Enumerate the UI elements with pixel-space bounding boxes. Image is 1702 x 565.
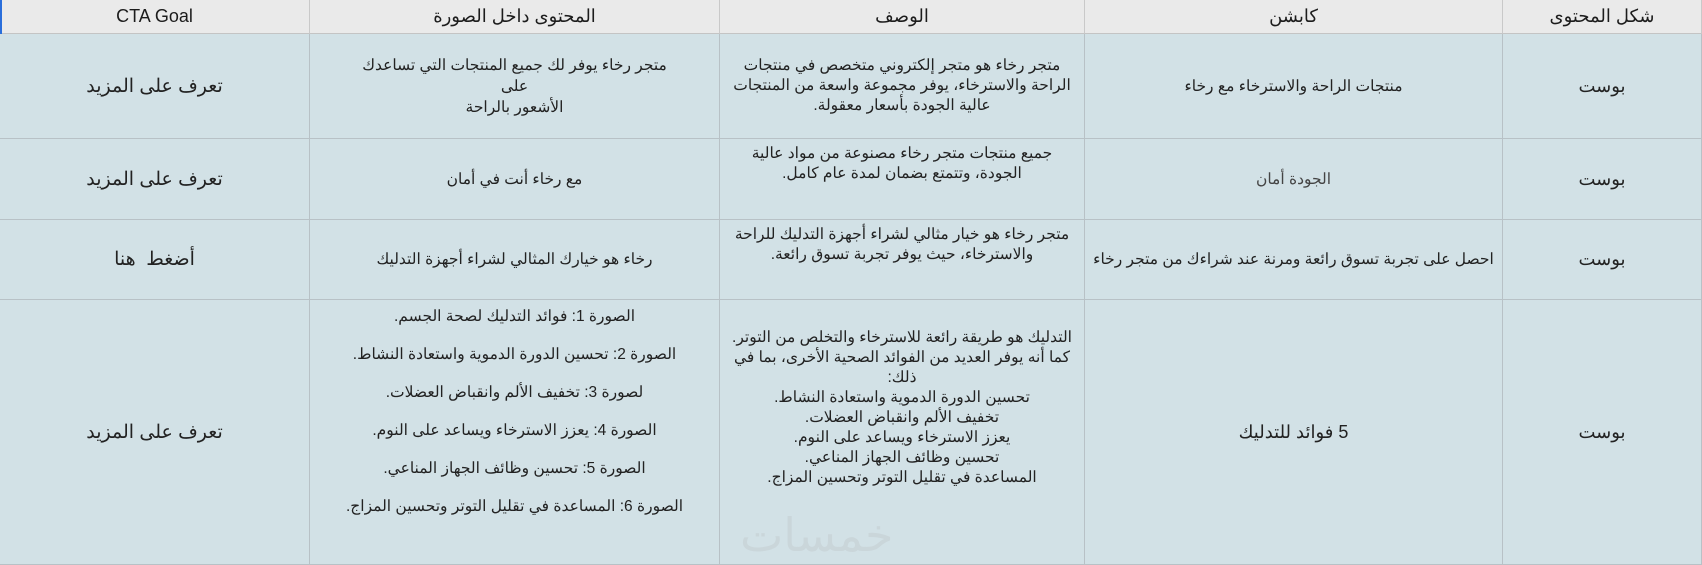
header-content-form[interactable] <box>1503 0 1702 34</box>
header-content-form-label: شكل المحتوى <box>1549 6 1655 26</box>
row2-form-cell[interactable] <box>1503 139 1702 220</box>
header-caption-label: كابشن <box>1269 6 1318 26</box>
row2-cta-cell[interactable] <box>0 139 310 220</box>
row3-form: بوست <box>1578 249 1626 269</box>
row4-description-line2: كما أنه يوفر العديد من الفوائد الصحية الأخرى، بما في <box>733 349 1071 366</box>
header-cta-goal-label: CTA Goal <box>116 6 193 26</box>
row4-description-line7: تحسين وظائف الجهاز المناعي. <box>804 449 1000 466</box>
row1-image-content-line1: متجر رخاء يوفر لك جميع المنتجات التي تساعدك على <box>362 56 667 95</box>
row3-description-line1: متجر رخاء هو خيار مثالي لشراء أجهزة التدليك للراحة <box>734 226 1070 243</box>
row1-image-content-line2: الأشعور بالراحة <box>465 98 564 116</box>
row4-caption: 5 فوائد للتدليك <box>1238 421 1349 442</box>
row2-description-line2: الجودة، وتتمتع بضمان لمدة عام كامل. <box>782 165 1022 182</box>
row3-caption: احصل على تجربة تسوق رائعة ومرنة عند شراءك من متجر رخاء <box>1093 251 1494 268</box>
row4-cta: تعرف على المزيد <box>86 421 223 443</box>
row2-cta: تعرف على المزيد <box>86 168 223 190</box>
row4-description-line4: تحسين الدورة الدموية واستعادة النشاط. <box>774 389 1030 406</box>
header-image-content[interactable] <box>310 0 720 34</box>
row1-description-line1: متجر رخاء هو متجر إلكتروني متخصص في منتجات <box>743 57 1061 74</box>
row4-image-content-line4: الصورة 4: يعزز الاسترخاء ويساعد على النوم. <box>372 422 657 439</box>
row4-description-line5: تخفيف الألم وانقباض العضلات. <box>804 409 1000 426</box>
row4-description-line8: المساعدة في تقليل التوتر وتحسين المزاج. <box>767 469 1037 486</box>
row4-form: بوست <box>1578 421 1626 442</box>
row3-description-line2: والاسترخاء، حيث يوفر تجربة تسوق رائعة. <box>770 246 1034 263</box>
header-description-label: الوصف <box>875 6 929 26</box>
row3-image-content: رخاء هو خيارك المثالي لشراء أجهزة التدليك <box>376 251 653 268</box>
watermark-logo: خمسات <box>740 508 894 562</box>
row1-description-line3: عالية الجودة بأسعار معقولة. <box>813 97 991 114</box>
row1-cta: تعرف على المزيد <box>86 75 223 97</box>
row4-image-content-cell[interactable] <box>310 300 720 565</box>
row1-cta-cell[interactable] <box>0 34 310 139</box>
row3-form-cell[interactable] <box>1503 220 1702 300</box>
row4-image-content-line5: الصورة 5: تحسين وظائف الجهاز المناعي. <box>383 460 646 477</box>
header-cta-goal[interactable] <box>0 0 310 34</box>
row3-cta: أضغط هنا <box>114 249 195 270</box>
row2-image-content: مع رخاء أنت في أمان <box>446 170 583 188</box>
row4-form-cell[interactable] <box>1503 300 1702 565</box>
row2-form: بوست <box>1578 168 1626 189</box>
row2-image-content-cell[interactable] <box>310 139 720 220</box>
row1-description-cell[interactable] <box>720 34 1085 139</box>
row1-caption-cell[interactable] <box>1085 34 1503 139</box>
header-description[interactable] <box>720 0 1085 34</box>
row3-caption-cell[interactable] <box>1085 220 1503 300</box>
row2-description-cell[interactable] <box>720 139 1085 220</box>
row1-form: بوست <box>1578 75 1626 96</box>
row2-caption-cell[interactable] <box>1085 139 1503 220</box>
row4-description-line6: يعزز الاسترخاء ويساعد على النوم. <box>793 429 1011 446</box>
row3-description-cell[interactable] <box>720 220 1085 300</box>
row4-cta-cell[interactable] <box>0 300 310 565</box>
row4-caption-cell[interactable] <box>1085 300 1503 565</box>
row2-caption: الجودة أمان <box>1255 170 1332 188</box>
header-caption[interactable] <box>1085 0 1503 34</box>
row4-image-content-line3: لصورة 3: تخفيف الألم وانقباض العضلات. <box>385 384 644 401</box>
row4-image-content-line2: الصورة 2: تحسين الدورة الدموية واستعادة النشاط. <box>352 346 677 363</box>
row1-image-content-cell[interactable] <box>310 34 720 139</box>
row3-cta-cell[interactable] <box>0 220 310 300</box>
row4-image-content-line1: الصورة 1: فوائد التدليك لصحة الجسم. <box>394 308 635 325</box>
row3-image-content-cell[interactable] <box>310 220 720 300</box>
row4-image-content-line6: الصورة 6: المساعدة في تقليل التوتر وتحسين المزاج. <box>345 498 684 515</box>
row1-description-line2: الراحة والاسترخاء، يوفر مجموعة واسعة من المنتجات <box>733 77 1071 94</box>
row4-description-line3: ذلك: <box>887 369 917 386</box>
row2-description-line1: جميع منتجات متجر رخاء مصنوعة من مواد عالية <box>751 145 1053 162</box>
row1-caption: منتجات الراحة والاسترخاء مع رخاء <box>1184 77 1403 95</box>
row1-form-cell[interactable] <box>1503 34 1702 139</box>
row4-description-line1: التدليك هو طريقة رائعة للاسترخاء والتخلص من التوتر. <box>732 329 1072 346</box>
selection-edge <box>0 0 2 34</box>
header-image-content-label: المحتوى داخل الصورة <box>433 6 596 26</box>
